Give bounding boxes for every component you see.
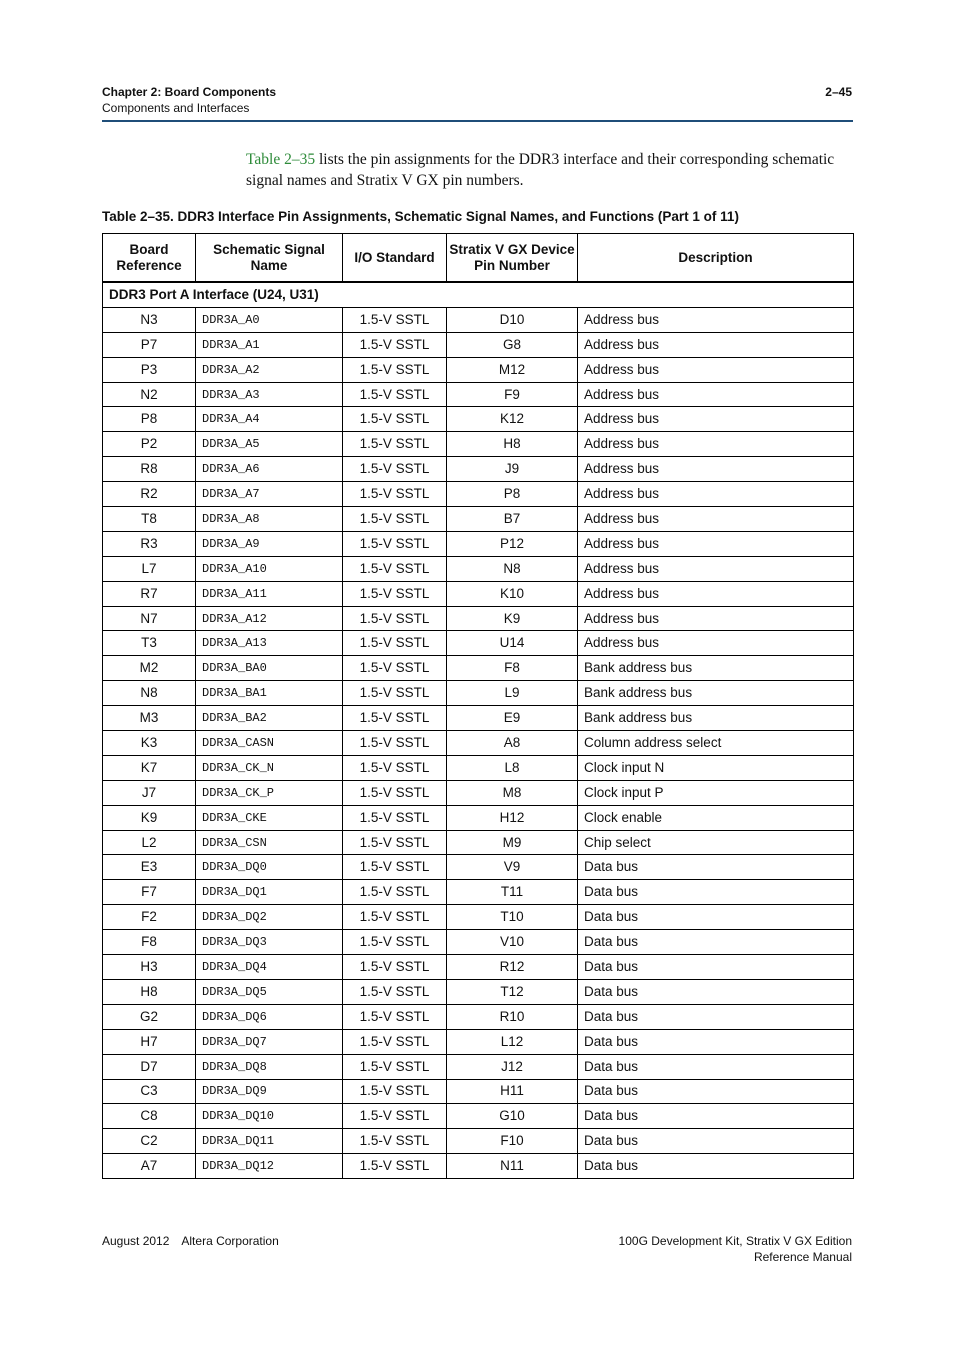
signal-name-cell: DDR3A_A7 [196, 482, 343, 507]
board-reference-cell: D7 [103, 1054, 196, 1079]
board-reference-cell: K3 [103, 731, 196, 756]
device-pin-cell: G8 [447, 332, 578, 357]
description-cell: Address bus [578, 507, 854, 532]
device-pin-cell: L12 [447, 1029, 578, 1054]
description-cell: Data bus [578, 930, 854, 955]
table-row [103, 332, 854, 357]
table-row [103, 457, 854, 482]
table-row [103, 979, 854, 1004]
board-reference-cell: C8 [103, 1104, 196, 1129]
device-pin-cell: R10 [447, 1004, 578, 1029]
device-pin-cell: K9 [447, 606, 578, 631]
description-cell: Clock input P [578, 780, 854, 805]
table-row [103, 1054, 854, 1079]
description-cell: Address bus [578, 407, 854, 432]
description-cell: Data bus [578, 1154, 854, 1179]
io-standard-cell: 1.5-V SSTL [343, 1129, 447, 1154]
description-cell: Address bus [578, 457, 854, 482]
signal-name-cell: DDR3A_A2 [196, 357, 343, 382]
device-pin-cell: A8 [447, 731, 578, 756]
signal-name-cell: DDR3A_DQ11 [196, 1129, 343, 1154]
io-standard-cell: 1.5-V SSTL [343, 706, 447, 731]
board-reference-cell: K9 [103, 805, 196, 830]
device-pin-cell: K12 [447, 407, 578, 432]
table-row [103, 1104, 854, 1129]
footer-left [102, 1233, 279, 1249]
io-standard-cell: 1.5-V SSTL [343, 855, 447, 880]
device-pin-cell: F8 [447, 656, 578, 681]
io-standard-cell: 1.5-V SSTL [343, 656, 447, 681]
device-pin-cell: U14 [447, 631, 578, 656]
description-cell: Data bus [578, 1054, 854, 1079]
section-title: Components and Interfaces [102, 101, 250, 115]
device-pin-cell: V10 [447, 930, 578, 955]
description-cell: Data bus [578, 979, 854, 1004]
board-reference-cell: F8 [103, 930, 196, 955]
board-reference-cell: T8 [103, 507, 196, 532]
device-pin-cell: K10 [447, 581, 578, 606]
device-pin-cell: H12 [447, 805, 578, 830]
signal-name-cell: DDR3A_A12 [196, 606, 343, 631]
pin-assignment-table [102, 233, 854, 1179]
device-pin-cell: H8 [447, 432, 578, 457]
column-header-signal-name: Schematic Signal Name [196, 234, 343, 283]
board-reference-cell: E3 [103, 855, 196, 880]
footer-date: August 2012 [102, 1234, 170, 1248]
device-pin-cell: M12 [447, 357, 578, 382]
signal-name-cell: DDR3A_BA1 [196, 681, 343, 706]
device-pin-cell: P8 [447, 482, 578, 507]
signal-name-cell: DDR3A_BA2 [196, 706, 343, 731]
table-row [103, 357, 854, 382]
board-reference-cell: R2 [103, 482, 196, 507]
running-header [102, 84, 276, 116]
table-row [103, 531, 854, 556]
description-cell: Bank address bus [578, 706, 854, 731]
header-rule [102, 120, 853, 122]
board-reference-cell: R3 [103, 531, 196, 556]
table-row [103, 930, 854, 955]
intro-text: lists the pin assignments for the DDR3 interface and their corresponding schematic signal names and Stratix V GX pin numbers. [246, 151, 835, 189]
board-reference-cell: F2 [103, 905, 196, 930]
board-reference-cell: N3 [103, 307, 196, 332]
board-reference-cell: N7 [103, 606, 196, 631]
signal-name-cell: DDR3A_DQ2 [196, 905, 343, 930]
board-reference-cell: N8 [103, 681, 196, 706]
board-reference-cell: P7 [103, 332, 196, 357]
board-reference-cell: G2 [103, 1004, 196, 1029]
signal-name-cell: DDR3A_DQ9 [196, 1079, 343, 1104]
device-pin-cell: N11 [447, 1154, 578, 1179]
io-standard-cell: 1.5-V SSTL [343, 432, 447, 457]
column-header-board-reference: Board Reference [103, 234, 196, 283]
group-label: DDR3 Port A Interface (U24, U31) [103, 282, 854, 307]
board-reference-cell: A7 [103, 1154, 196, 1179]
table-row [103, 1004, 854, 1029]
io-standard-cell: 1.5-V SSTL [343, 357, 447, 382]
description-cell: Data bus [578, 1004, 854, 1029]
io-standard-cell: 1.5-V SSTL [343, 407, 447, 432]
table-row [103, 731, 854, 756]
device-pin-cell: M8 [447, 780, 578, 805]
table-row [103, 631, 854, 656]
board-reference-cell: P2 [103, 432, 196, 457]
table-group-row [103, 282, 854, 307]
description-cell: Bank address bus [578, 681, 854, 706]
footer-company: Altera Corporation [181, 1234, 279, 1248]
column-header-device-pin: Stratix V GX Device Pin Number [447, 234, 578, 283]
column-header-io-standard: I/O Standard [343, 234, 447, 283]
board-reference-cell: H8 [103, 979, 196, 1004]
signal-name-cell: DDR3A_DQ5 [196, 979, 343, 1004]
board-reference-cell: M3 [103, 706, 196, 731]
signal-name-cell: DDR3A_CK_N [196, 755, 343, 780]
device-pin-cell: G10 [447, 1104, 578, 1129]
description-cell: Data bus [578, 1104, 854, 1129]
signal-name-cell: DDR3A_CSN [196, 830, 343, 855]
board-reference-cell: C2 [103, 1129, 196, 1154]
io-standard-cell: 1.5-V SSTL [343, 830, 447, 855]
device-pin-cell: L9 [447, 681, 578, 706]
signal-name-cell: DDR3A_DQ7 [196, 1029, 343, 1054]
description-cell: Clock input N [578, 755, 854, 780]
io-standard-cell: 1.5-V SSTL [343, 482, 447, 507]
description-cell: Column address select [578, 731, 854, 756]
io-standard-cell: 1.5-V SSTL [343, 755, 447, 780]
description-cell: Data bus [578, 1029, 854, 1054]
io-standard-cell: 1.5-V SSTL [343, 1054, 447, 1079]
table-row [103, 905, 854, 930]
signal-name-cell: DDR3A_A13 [196, 631, 343, 656]
io-standard-cell: 1.5-V SSTL [343, 581, 447, 606]
table-row [103, 407, 854, 432]
table-row [103, 507, 854, 532]
device-pin-cell: H11 [447, 1079, 578, 1104]
table-row [103, 482, 854, 507]
device-pin-cell: F9 [447, 382, 578, 407]
board-reference-cell: R7 [103, 581, 196, 606]
table-row [103, 1079, 854, 1104]
io-standard-cell: 1.5-V SSTL [343, 905, 447, 930]
io-standard-cell: 1.5-V SSTL [343, 1104, 447, 1129]
table-row [103, 706, 854, 731]
io-standard-cell: 1.5-V SSTL [343, 531, 447, 556]
device-pin-cell: J12 [447, 1054, 578, 1079]
description-cell: Clock enable [578, 805, 854, 830]
description-cell: Address bus [578, 556, 854, 581]
signal-name-cell: DDR3A_A1 [196, 332, 343, 357]
signal-name-cell: DDR3A_DQ4 [196, 955, 343, 980]
signal-name-cell: DDR3A_DQ12 [196, 1154, 343, 1179]
signal-name-cell: DDR3A_CASN [196, 731, 343, 756]
board-reference-cell: N2 [103, 382, 196, 407]
board-reference-cell: C3 [103, 1079, 196, 1104]
column-header-description: Description [578, 234, 854, 283]
intro-paragraph [246, 150, 846, 191]
io-standard-cell: 1.5-V SSTL [343, 382, 447, 407]
description-cell: Address bus [578, 307, 854, 332]
io-standard-cell: 1.5-V SSTL [343, 1004, 447, 1029]
io-standard-cell: 1.5-V SSTL [343, 880, 447, 905]
io-standard-cell: 1.5-V SSTL [343, 731, 447, 756]
table-row [103, 382, 854, 407]
description-cell: Address bus [578, 482, 854, 507]
device-pin-cell: F10 [447, 1129, 578, 1154]
description-cell: Bank address bus [578, 656, 854, 681]
signal-name-cell: DDR3A_DQ0 [196, 855, 343, 880]
footer-doc-title: 100G Development Kit, Stratix V GX Edition [618, 1234, 852, 1248]
io-standard-cell: 1.5-V SSTL [343, 1029, 447, 1054]
signal-name-cell: DDR3A_A11 [196, 581, 343, 606]
io-standard-cell: 1.5-V SSTL [343, 307, 447, 332]
footer-right [619, 1233, 852, 1265]
table-row [103, 830, 854, 855]
signal-name-cell: DDR3A_A10 [196, 556, 343, 581]
board-reference-cell: F7 [103, 880, 196, 905]
table-row [103, 880, 854, 905]
description-cell: Address bus [578, 531, 854, 556]
signal-name-cell: DDR3A_DQ8 [196, 1054, 343, 1079]
board-reference-cell: J7 [103, 780, 196, 805]
description-cell: Data bus [578, 855, 854, 880]
table-cross-reference-link[interactable]: Table 2–35 [246, 151, 316, 168]
device-pin-cell: T10 [447, 905, 578, 930]
signal-name-cell: DDR3A_DQ6 [196, 1004, 343, 1029]
signal-name-cell: DDR3A_A8 [196, 507, 343, 532]
board-reference-cell: P3 [103, 357, 196, 382]
signal-name-cell: DDR3A_A5 [196, 432, 343, 457]
description-cell: Address bus [578, 382, 854, 407]
table-row [103, 556, 854, 581]
table-header-row [103, 234, 854, 283]
device-pin-cell: T12 [447, 979, 578, 1004]
signal-name-cell: DDR3A_CK_P [196, 780, 343, 805]
io-standard-cell: 1.5-V SSTL [343, 1154, 447, 1179]
io-standard-cell: 1.5-V SSTL [343, 556, 447, 581]
board-reference-cell: T3 [103, 631, 196, 656]
table-row [103, 581, 854, 606]
description-cell: Address bus [578, 432, 854, 457]
device-pin-cell: V9 [447, 855, 578, 880]
board-reference-cell: R8 [103, 457, 196, 482]
table-row [103, 1129, 854, 1154]
description-cell: Address bus [578, 332, 854, 357]
device-pin-cell: B7 [447, 507, 578, 532]
device-pin-cell: T11 [447, 880, 578, 905]
description-cell: Data bus [578, 1129, 854, 1154]
page-number: 2–45 [825, 85, 852, 99]
io-standard-cell: 1.5-V SSTL [343, 681, 447, 706]
table-row [103, 1029, 854, 1054]
description-cell: Address bus [578, 357, 854, 382]
device-pin-cell: D10 [447, 307, 578, 332]
table-row [103, 606, 854, 631]
device-pin-cell: R12 [447, 955, 578, 980]
io-standard-cell: 1.5-V SSTL [343, 507, 447, 532]
description-cell: Address bus [578, 631, 854, 656]
description-cell: Address bus [578, 606, 854, 631]
signal-name-cell: DDR3A_DQ1 [196, 880, 343, 905]
signal-name-cell: DDR3A_A4 [196, 407, 343, 432]
table-row [103, 755, 854, 780]
description-cell: Chip select [578, 830, 854, 855]
device-pin-cell: P12 [447, 531, 578, 556]
io-standard-cell: 1.5-V SSTL [343, 457, 447, 482]
board-reference-cell: H3 [103, 955, 196, 980]
table-caption: Table 2–35. DDR3 Interface Pin Assignments, Schematic Signal Names, and Functions (Part 1 of 11) [102, 209, 739, 224]
io-standard-cell: 1.5-V SSTL [343, 606, 447, 631]
signal-name-cell: DDR3A_A6 [196, 457, 343, 482]
device-pin-cell: L8 [447, 755, 578, 780]
signal-name-cell: DDR3A_DQ10 [196, 1104, 343, 1129]
table-row [103, 432, 854, 457]
signal-name-cell: DDR3A_BA0 [196, 656, 343, 681]
device-pin-cell: M9 [447, 830, 578, 855]
io-standard-cell: 1.5-V SSTL [343, 1079, 447, 1104]
device-pin-cell: E9 [447, 706, 578, 731]
table-row [103, 805, 854, 830]
board-reference-cell: L7 [103, 556, 196, 581]
board-reference-cell: L2 [103, 830, 196, 855]
io-standard-cell: 1.5-V SSTL [343, 332, 447, 357]
io-standard-cell: 1.5-V SSTL [343, 930, 447, 955]
table-row [103, 1154, 854, 1179]
description-cell: Data bus [578, 955, 854, 980]
table-row [103, 955, 854, 980]
io-standard-cell: 1.5-V SSTL [343, 805, 447, 830]
board-reference-cell: H7 [103, 1029, 196, 1054]
description-cell: Data bus [578, 880, 854, 905]
chapter-title: Chapter 2: Board Components [102, 85, 277, 99]
signal-name-cell: DDR3A_DQ3 [196, 930, 343, 955]
description-cell: Data bus [578, 905, 854, 930]
signal-name-cell: DDR3A_A0 [196, 307, 343, 332]
io-standard-cell: 1.5-V SSTL [343, 780, 447, 805]
table-row [103, 307, 854, 332]
device-pin-cell: J9 [447, 457, 578, 482]
description-cell: Address bus [578, 581, 854, 606]
table-row [103, 681, 854, 706]
table-row [103, 656, 854, 681]
footer-doc-type: Reference Manual [753, 1250, 852, 1264]
device-pin-cell: N8 [447, 556, 578, 581]
table-row [103, 855, 854, 880]
io-standard-cell: 1.5-V SSTL [343, 979, 447, 1004]
signal-name-cell: DDR3A_A3 [196, 382, 343, 407]
signal-name-cell: DDR3A_CKE [196, 805, 343, 830]
board-reference-cell: P8 [103, 407, 196, 432]
signal-name-cell: DDR3A_A9 [196, 531, 343, 556]
description-cell: Data bus [578, 1079, 854, 1104]
io-standard-cell: 1.5-V SSTL [343, 955, 447, 980]
table-row [103, 780, 854, 805]
board-reference-cell: K7 [103, 755, 196, 780]
board-reference-cell: M2 [103, 656, 196, 681]
io-standard-cell: 1.5-V SSTL [343, 631, 447, 656]
